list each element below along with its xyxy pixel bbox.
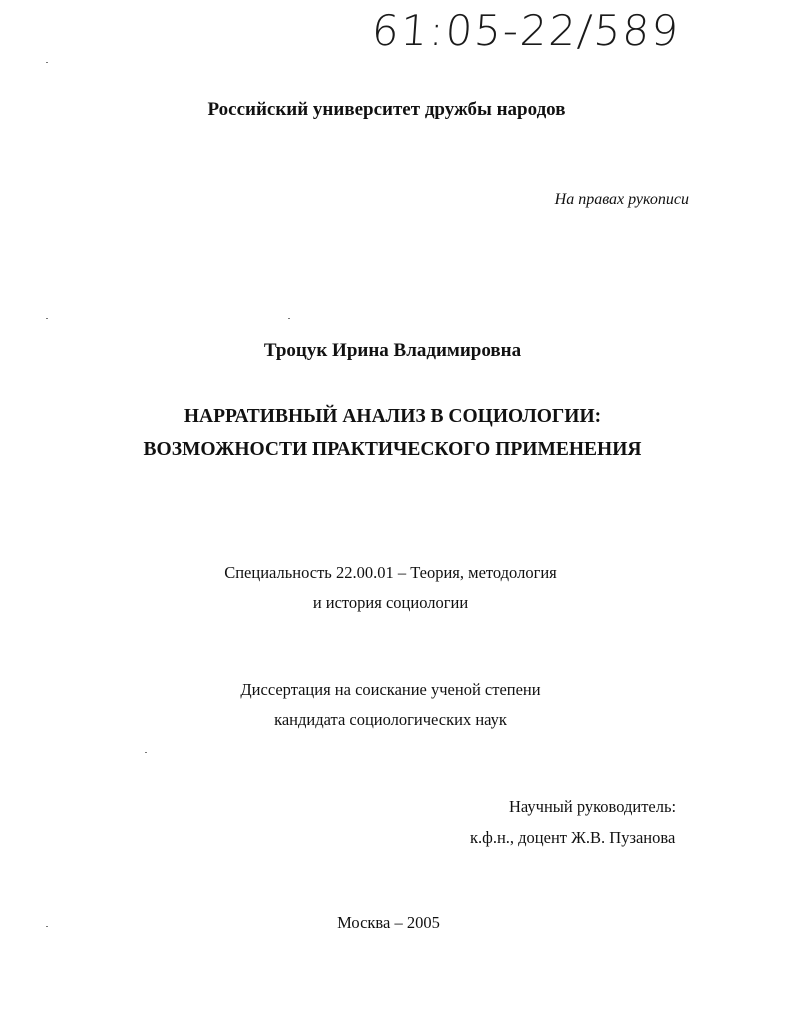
specialty-line-2: и история социологии bbox=[312, 593, 469, 612]
handwritten-archive-code: 61:05-22/589 bbox=[370, 6, 682, 55]
author-name: Троцук Ирина Владимировна bbox=[263, 340, 522, 361]
supervisor-label: Научный руководитель: bbox=[509, 797, 677, 816]
scan-speck bbox=[288, 318, 290, 319]
scan-speck bbox=[46, 318, 48, 319]
university-name: Российский университет дружбы народов bbox=[207, 99, 566, 120]
city-year: Москва – 2005 bbox=[337, 913, 440, 932]
dissertation-line-2: кандидата социологических наук bbox=[274, 710, 507, 729]
thesis-title-line-1: НАРРАТИВНЫЙ АНАЛИЗ В СОЦИОЛОГИИ: bbox=[183, 406, 602, 427]
scan-speck bbox=[145, 752, 147, 753]
scan-speck bbox=[46, 926, 48, 927]
dissertation-line-1: Диссертация на соискание ученой степени bbox=[240, 680, 541, 699]
scan-speck bbox=[46, 62, 48, 63]
supervisor-name: к.ф.н., доцент Ж.В. Пузанова bbox=[470, 828, 676, 847]
manuscript-rights-note: На правах рукописи bbox=[554, 191, 689, 208]
thesis-title-line-2: ВОЗМОЖНОСТИ ПРАКТИЧЕСКОГО ПРИМЕНЕНИЯ bbox=[143, 439, 642, 460]
specialty-line-1: Специальность 22.00.01 – Теория, методология bbox=[224, 563, 557, 582]
